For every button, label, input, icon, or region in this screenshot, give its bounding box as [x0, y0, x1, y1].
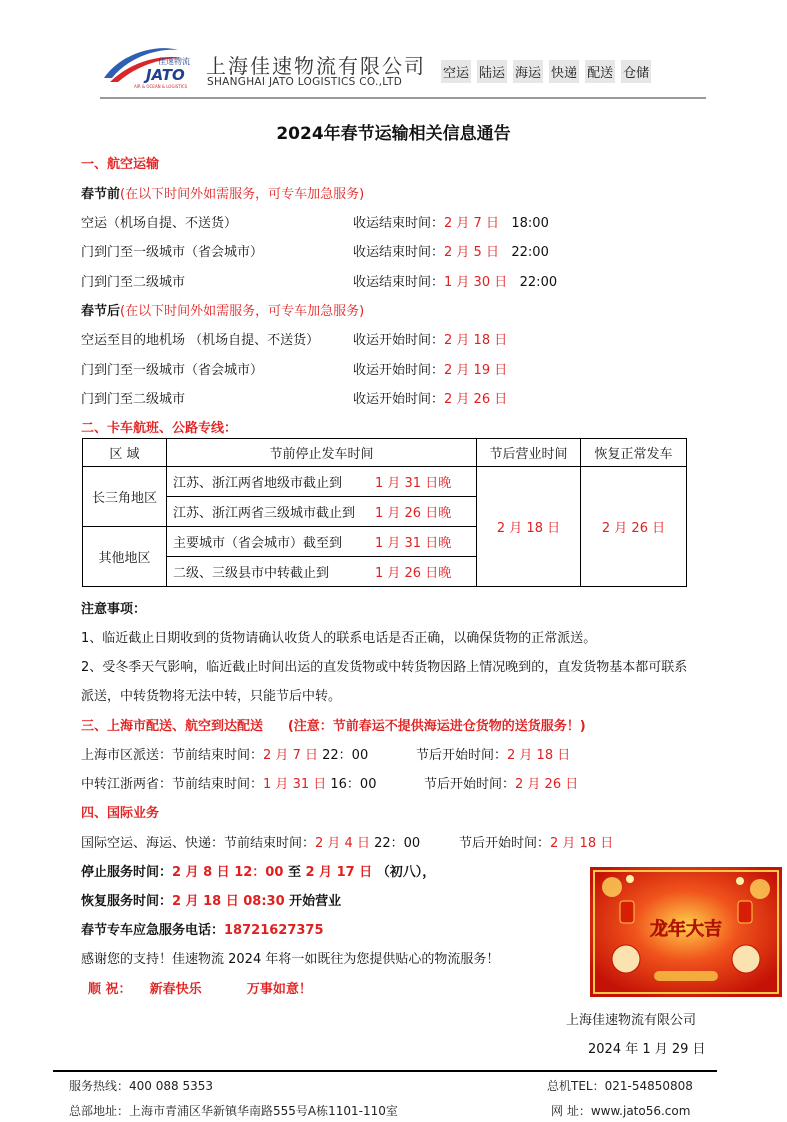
service-air[interactable]: 空运 [441, 60, 471, 83]
footer-tel: 总机TEL：021-54850808 [547, 1079, 693, 1093]
section-air-heading: 一、航空运输 [81, 157, 160, 172]
company-name-cn: 上海佳速物流有限公司 [206, 54, 426, 78]
header-divider [100, 97, 706, 99]
after-note: (在以下时间外如需服务，可专车加急服务) [120, 304, 365, 319]
stop-service-line: 停止服务时间：2 月 8 日 12：00 至 2 月 17 日 （初八）， [81, 865, 436, 880]
footer-website: 网 址：www.jato56.com [551, 1104, 691, 1118]
festive-text: 龙年大吉 [650, 919, 722, 940]
after-label: 春节后 [81, 304, 121, 319]
service-delivery[interactable]: 配送 [585, 60, 615, 83]
region-yrd: 长三角地区 [83, 467, 167, 527]
section-truck-heading: 二、卡车航班、公路专线： [81, 421, 238, 436]
air-after-row-2-time: 收运开始时间：2 月 19 日 [353, 363, 508, 378]
footer-address: 总部地址：上海市青浦区华新镇华南路555号A栋1101-110室 [69, 1104, 398, 1118]
intl-line: 国际空运、海运、快递：节前结束时间：2 月 4 日 22：00 [81, 836, 421, 851]
dragon-year-greeting-image [590, 867, 782, 997]
footer-divider [53, 1070, 717, 1072]
service-storage[interactable]: 仓储 [621, 60, 651, 83]
air-before-row-1-name: 空运（机场自提、不送货） [81, 216, 238, 231]
sh-row-2: 中转江浙两省：节前结束时间：1 月 31 日 16：00 [81, 777, 377, 792]
jato-logo [100, 42, 200, 92]
air-before-row-3-name: 门到门至二级城市 [81, 275, 186, 290]
sh-row-2-start: 节后开始时间：2 月 26 日 [424, 777, 579, 792]
stop-cell: 二级、三级县市中转截止到 1 月 26 日晚 [167, 557, 477, 587]
th-region: 区 域 [83, 439, 167, 467]
signature-company: 上海佳速物流有限公司 [566, 1013, 697, 1028]
company-name-en: SHANGHAI JATO LOGISTICS CO.,LTD [207, 76, 403, 88]
stop-cell: 江苏、浙江两省三级城市截止到 1 月 26 日晚 [167, 497, 477, 527]
notes-heading: 注意事项： [81, 602, 147, 617]
air-after-row-3-name: 门到门至二级城市 [81, 392, 186, 407]
air-after-row-1-name: 空运至目的地机场 （机场自提、不送货） [81, 333, 320, 348]
air-before-row-2-time: 收运结束时间：2 月 5 日 22:00 [353, 245, 549, 260]
section-shanghai-heading: 三、上海市配送、航空到达配送 (注意：节前春运不提供海运进仓货物的送货服务！) [81, 719, 586, 734]
before-festival-line [81, 183, 364, 202]
table-row [83, 467, 687, 497]
note-1: 1、临近截止日期收到的货物请确认收货人的联系电话是否正确，以确保货物的正常派送。 [81, 631, 597, 646]
before-note: (在以下时间外如需服务，可专车加急服务) [120, 187, 365, 202]
intl-line-start: 节后开始时间：2 月 18 日 [459, 836, 614, 851]
greeting-line: 顺 祝： 新春快乐 万事如意！ [88, 982, 312, 997]
logo-tag: AIR & OCEAN & LOGISTICS [134, 84, 188, 89]
website-link[interactable]: www.jato56.com [590, 1104, 691, 1118]
logo-cn: 佳速物流 [158, 57, 190, 66]
air-before-row-3-time: 收运结束时间：1 月 30 日 22:00 [353, 275, 558, 290]
thanks-line: 感谢您的支持！佳速物流 2024 年将一如既往为您提供贴心的物流服务！ [81, 952, 500, 967]
th-resume: 恢复正常发车 [581, 439, 687, 467]
truck-schedule-table [82, 438, 687, 587]
th-open-time: 节后营业时间 [477, 439, 581, 467]
footer-hotline: 服务热线：400 088 5353 [69, 1079, 213, 1093]
th-stop-time: 节前停止发车时间 [167, 439, 477, 467]
sh-row-1: 上海市区派送：节前结束时间：2 月 7 日 22：00 [81, 748, 369, 763]
air-before-row-2-name: 门到门至一级城市（省会城市） [81, 245, 264, 260]
service-sea[interactable]: 海运 [513, 60, 543, 83]
before-label: 春节前 [81, 187, 121, 202]
air-after-row-3-time: 收运开始时间：2 月 26 日 [353, 392, 508, 407]
service-nav [441, 60, 651, 83]
sh-row-1-start: 节后开始时间：2 月 18 日 [416, 748, 571, 763]
service-express[interactable]: 快递 [549, 60, 579, 83]
service-land[interactable]: 陆运 [477, 60, 507, 83]
stop-cell: 主要城市（省会城市）截至到 1 月 31 日晚 [167, 527, 477, 557]
logo-brand: JATO [146, 66, 185, 84]
after-festival-line [81, 300, 364, 319]
signature-date: 2024 年 1 月 29 日 [588, 1042, 706, 1057]
table-header-row [83, 439, 687, 467]
open-date: 2 月 18 日 [477, 467, 581, 587]
air-before-row-1-time: 收运结束时间：2 月 7 日 18:00 [353, 216, 549, 231]
hotline-line: 春节专车应急服务电话：18721627375 [81, 923, 324, 938]
note-2b: 派送，中转货物将无法中转，只能节后中转。 [81, 689, 342, 704]
resume-date: 2 月 26 日 [581, 467, 687, 587]
section-intl-heading: 四、国际业务 [81, 806, 160, 821]
air-after-row-2-name: 门到门至一级城市（省会城市） [81, 363, 264, 378]
resume-service-line: 恢复服务时间：2 月 18 日 08:30 开始营业 [81, 894, 342, 909]
air-after-row-1-time: 收运开始时间：2 月 18 日 [353, 333, 508, 348]
stop-cell: 江苏、浙江两省地级市截止到 1 月 31 日晚 [167, 467, 477, 497]
region-other: 其他地区 [83, 527, 167, 587]
note-2a: 2、受冬季天气影响，临近截止时间出运的直发货物或中转货物因路上情况晚到的，直发货物基本都可联系 [81, 660, 688, 675]
notice-title: 2024年春节运输相关信息通告 [276, 124, 511, 144]
